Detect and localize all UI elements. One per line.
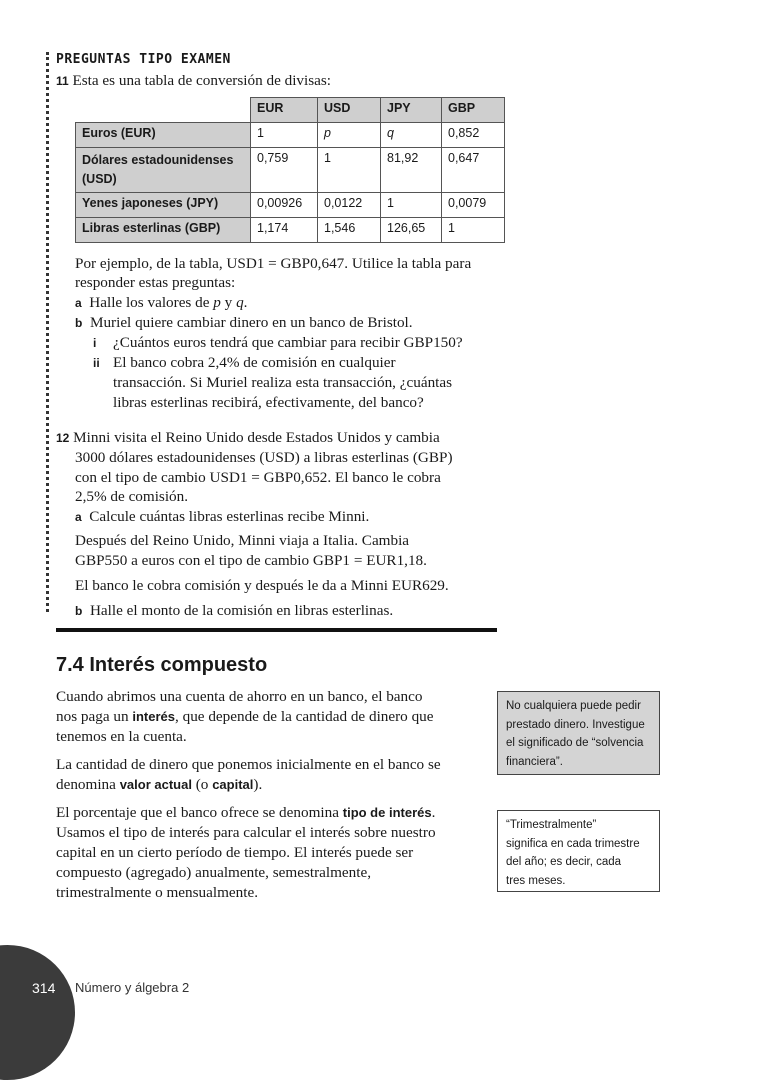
conversion-table — [75, 97, 505, 243]
q11-example-line1: Por ejemplo, de la tabla, USD1 = GBP0,647. Utilice la tabla para — [75, 255, 472, 272]
header-eur: EUR — [251, 98, 318, 123]
q12-number: 12 — [56, 431, 70, 445]
row-label-jpy: Yenes japoneses (JPY) — [76, 193, 251, 218]
sidebox2-line4: tres meses. — [506, 874, 566, 887]
p1-line3: tenemos en la cuenta. — [56, 728, 187, 745]
variable-q: q — [236, 294, 244, 311]
q11-part-bii — [93, 353, 396, 373]
sidebox1-line2: prestado dinero. Investigue — [506, 718, 645, 731]
header-usd: USD — [318, 98, 381, 123]
table-header-row — [76, 98, 505, 123]
sidebox2-line2: significa en cada trimestre — [506, 837, 640, 850]
term-interes: interés — [132, 709, 175, 724]
q12-after-line2: GBP550 a euros con el tipo de cambio GBP1 = EUR1,18. — [75, 552, 427, 569]
p3-line1-pre: El porcentaje que el banco ofrece se denomina — [56, 804, 343, 821]
q12-line3: con el tipo de cambio USD1 = GBP0,652. El banco le cobra — [75, 469, 441, 486]
q11-bii-line3: libras esterlinas recibirá, efectivamente, del banco? — [113, 394, 424, 411]
sidebox1-line3: el significado de “solvencia — [506, 737, 644, 749]
q12-line1 — [56, 428, 440, 448]
table-row — [76, 218, 505, 243]
p1-line1: Cuando abrimos una cuenta de ahorro en un banco, el banco — [56, 688, 423, 705]
table-cell: p — [318, 123, 381, 148]
p1-line2-pre: nos paga un — [56, 708, 133, 725]
p2-line2-pre: denomina — [56, 776, 120, 793]
q12-b-label: b — [75, 604, 83, 618]
row-label-eur: Euros (EUR) — [76, 123, 251, 148]
p3-line5: trimestralmente o mensualmente. — [56, 884, 259, 901]
table-cell: 126,65 — [381, 218, 442, 243]
sidebox-trimestralmente — [497, 810, 660, 892]
header-gbp: GBP — [442, 98, 505, 123]
table-cell: 1 — [442, 218, 505, 243]
term-capital: capital — [212, 777, 254, 792]
table-cell: 0,759 — [251, 148, 318, 193]
q11-a-end: . — [243, 294, 248, 311]
q11-a-label: a — [75, 296, 82, 310]
q12-line4: 2,5% de comisión. — [75, 488, 189, 505]
q12-after-line3: El banco le cobra comisión y después le da a Minni EUR629. — [75, 577, 449, 594]
table-cell: 0,0079 — [442, 193, 505, 218]
q11-bii-line1: El banco cobra 2,4% de comisión en cualquier — [113, 354, 396, 371]
q11-example-line2: responder estas preguntas: — [75, 274, 236, 291]
table-row — [76, 148, 505, 193]
row-label-usd: Dólares estadounidenses (USD) — [76, 148, 251, 193]
q12-b-text: Halle el monto de la comisión en libras esterlinas. — [89, 602, 394, 619]
table-cell: 0,852 — [442, 123, 505, 148]
p3-line1 — [56, 803, 435, 823]
chapter-title: Número y álgebra 2 — [75, 980, 190, 995]
p3-line2: Usamos el tipo de interés para calcular el interés sobre nuestro — [56, 824, 436, 841]
p1-line2 — [56, 707, 434, 727]
q11-b-text: Muriel quiere cambiar dinero en un banco de Bristol. — [89, 314, 413, 331]
q12-a-text: Calcule cuántas libras esterlinas recibe Minni. — [89, 508, 370, 525]
table-cell: 81,92 — [381, 148, 442, 193]
sidebox1-line1: No cualquiera puede pedir — [506, 700, 641, 712]
p2-line1: La cantidad de dinero que ponemos inicialmente en el banco se — [56, 756, 441, 773]
table-cell: 1,174 — [251, 218, 318, 243]
q11-intro-text: Esta es una tabla de conversión de divisas: — [72, 72, 332, 89]
q11-part-b — [75, 313, 413, 333]
variable-p: p — [213, 294, 221, 311]
q11-part-bi — [93, 333, 463, 353]
q12-a-label: a — [75, 510, 82, 524]
q11-number: 11 — [56, 74, 69, 88]
table-row — [76, 123, 505, 148]
p3-line1-end: . — [431, 804, 436, 821]
q12-part-a — [75, 507, 369, 527]
q11-bii-line2: transacción. Si Muriel realiza esta transacción, ¿cuántas — [113, 374, 453, 391]
table-cell: 0,0122 — [318, 193, 381, 218]
q11-bii-label: ii — [93, 356, 100, 370]
q11-bi-text: ¿Cuántos euros tendrá que cambiar para recibir GBP150? — [113, 334, 463, 351]
term-valor-actual: valor actual — [119, 777, 192, 792]
sidebox-solvencia — [497, 691, 660, 775]
page-number: 314 — [32, 980, 56, 996]
table-cell: 1 — [318, 148, 381, 193]
q11-intro — [56, 71, 331, 91]
q11-a-text: Halle los valores de — [89, 294, 214, 311]
section-title: 7.4 Interés compuesto — [56, 654, 268, 676]
table-cell: 0,00926 — [251, 193, 318, 218]
p1-line2-post: , que depende de la cantidad de dinero que — [175, 708, 434, 725]
p2-end: ). — [253, 776, 263, 793]
term-tipo-de-interes: tipo de interés — [342, 805, 432, 820]
page-number-circle — [0, 945, 75, 1080]
q12-line1-text: Minni visita el Reino Unido desde Estados Unidos y cambia — [73, 429, 440, 446]
p2-line2 — [56, 775, 262, 795]
table-corner — [76, 98, 251, 123]
p3-line3: capital en un cierto período de tiempo. El interés puede ser — [56, 844, 414, 861]
table-cell: 1 — [381, 193, 442, 218]
q12-part-b — [75, 601, 393, 621]
q12-line2: 3000 dólares estadounidenses (USD) a libras esterlinas (GBP) — [75, 449, 453, 466]
p3-line4: compuesto (agregado) anualmente, semestralmente, — [56, 864, 372, 881]
q11-bi-label: i — [93, 336, 97, 350]
section-divider — [56, 628, 497, 632]
row-label-gbp: Libras esterlinas (GBP) — [76, 218, 251, 243]
q11-a-mid: y — [220, 294, 237, 311]
table-cell: q — [381, 123, 442, 148]
q11-part-a — [75, 293, 247, 313]
q11-b-label: b — [75, 316, 83, 330]
table-cell: 0,647 — [442, 148, 505, 193]
table-row — [76, 193, 505, 218]
header-jpy: JPY — [381, 98, 442, 123]
exam-section-title: PREGUNTAS TIPO EXAMEN — [56, 52, 231, 67]
q12-after-line1: Después del Reino Unido, Minni viaja a Italia. Cambia — [75, 532, 410, 549]
sidebox2-line1: “Trimestralmente” — [506, 819, 597, 831]
p2-mid: (o — [191, 776, 213, 793]
sidebox1-line4: financiera”. — [506, 755, 563, 768]
exam-dotted-margin — [46, 52, 49, 612]
sidebox2-line3: del año; es decir, cada — [506, 856, 622, 868]
table-cell: 1 — [251, 123, 318, 148]
table-cell: 1,546 — [318, 218, 381, 243]
